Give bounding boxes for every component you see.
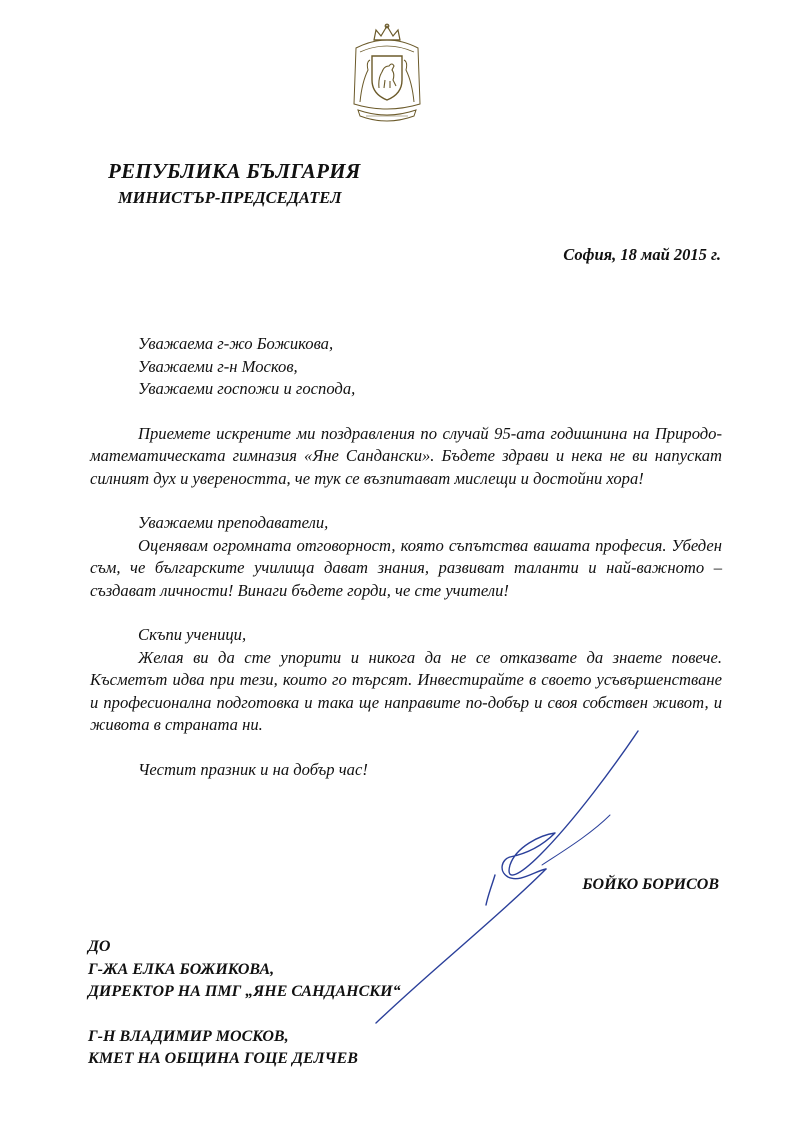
header-country: РЕПУБЛИКА БЪЛГАРИЯ [108, 159, 361, 183]
salutation-2: Уважаеми г-н Москов, [138, 356, 298, 376]
recipient-1-name: Г-ЖА ЕЛКА БОЖИКОВА, [88, 960, 275, 978]
signatory-name: БОЙКО БОРИСОВ [582, 876, 719, 893]
teachers-salutation: Уважаеми преподаватели, [138, 513, 329, 532]
salutation-3: Уважаеми госпожи и господа, [138, 379, 356, 398]
address-to: ДО [88, 938, 111, 955]
header-office: МИНИСТЪР-ПРЕДСЕДАТЕЛ [118, 188, 342, 207]
salutation-1: Уважаема г-жо Божикова, [138, 334, 334, 353]
recipient-2-title: КМЕТ НА ОБЩИНА ГОЦЕ ДЕЛЧЕВ [88, 1050, 358, 1067]
recipient-1-title: ДИРЕКТОР НА ПМГ „ЯНЕ САНДАНСКИ“ [88, 983, 401, 1000]
closing-line: Честит празник и на добър час! [138, 759, 368, 779]
students-salutation: Скъпи ученици, [138, 625, 247, 644]
address-block [88, 936, 401, 1071]
paragraph-congratulations: Приемете искрените ми поздравления по случай 95-ата годишнина на Природо-математическата гимназия «Яне Сандански». Бъдете здрави и нека не ви напускат силният дух и увереността, че тук се възпитават мислещи и достойни хора! [90, 423, 722, 488]
coat-of-arms-icon [346, 22, 428, 128]
paragraph-teachers: Оценявам огромната отговорност, която съпътства вашата професия. Убеден съм, че българските училища дават знания, развиват таланти и най-важното – създават личности! Винаги бъдете горди, че сте учители! [90, 535, 722, 600]
letter-date: София, 18 май 2015 г. [563, 245, 721, 264]
recipient-2-name: Г-Н ВЛАДИМИР МОСКОВ, [88, 1027, 289, 1045]
paragraph-students: Желая ви да сте упорити и никога да не се отказвате да знаете повече. Късметът идва при тези, които го търсят. Инвестирайте в своето усъвършенстване и професионална подготовка и така ще направите по-добър и своя собствен живот, и живота в страната ни. [90, 647, 722, 734]
letter-body [90, 333, 722, 781]
